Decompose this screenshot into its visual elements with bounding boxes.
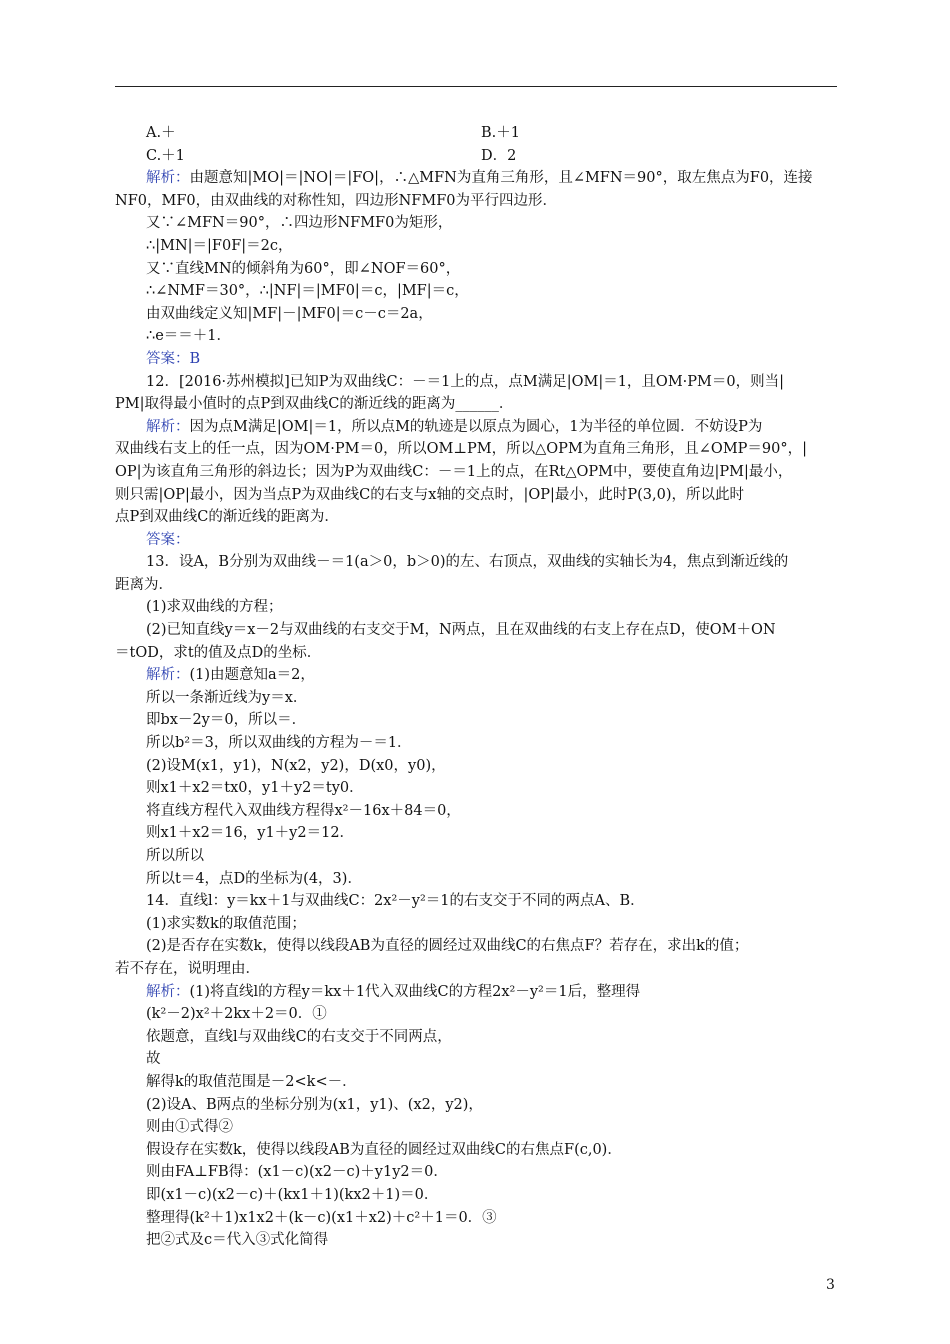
choice-b: B.＋1	[481, 125, 520, 141]
q13-solution-line: 将直线方程代入双曲线方程得x²－16x＋84＝0，	[146, 802, 461, 819]
q13-stem: 13．设A，B分别为双曲线－＝1(a＞0，b＞0)的左、右顶点，双曲线的实轴长为4，焦点到渐近线的	[146, 554, 789, 571]
q14-stem: 14．直线l：y＝kx＋1与双曲线C：2x²－y²＝1的右支交于不同的两点A、B．	[146, 893, 645, 910]
q13-stem: (2)已知直线y＝x－2与双曲线的右支交于M，N两点，且在双曲线的右支上存在点D，使OM＋ON	[146, 622, 776, 639]
q14-stem: (1)求实数k的取值范围；	[146, 915, 306, 932]
q14-solution-line: (k²－2)x²＋2kx＋2＝0．①	[146, 1006, 327, 1023]
jiexi-label: 解析：	[146, 667, 190, 684]
jiexi-label: 解析：	[146, 418, 190, 435]
q14-solution-line: 依题意，直线l与双曲线C的右支交于不同两点，	[146, 1028, 452, 1045]
q14-solution-line: 解析：(1)将直线l的方程y＝kx＋1代入双曲线C的方程2x²－y²＝1后，整理得	[146, 983, 641, 1000]
q13-solution-line: 所以t＝4，点D的坐标为(4，3)．	[146, 870, 362, 887]
q11-solution-line: ∴|MN|＝|F0F|＝2c，	[146, 237, 293, 254]
q13-solution-line: 所以所以	[146, 848, 204, 864]
choice-c: C.＋1	[146, 147, 185, 164]
q11-solution-line: 又∵∠MFN＝90°，∴四边形NFMF0为矩形，	[146, 215, 453, 232]
q14-solution-line: 假设存在实数k，使得以线段AB为直径的圆经过双曲线C的右焦点F(c,0)．	[146, 1141, 622, 1158]
q11-solution-line: 解析：由题意知|MO|＝|NO|＝|FO|，∴△MFN为直角三角形，且∠MFN＝90°，取左焦点为F0，连接	[146, 170, 813, 187]
header-rule	[115, 86, 837, 87]
q13-stem: ＝tOD，求t的值及点D的坐标．	[115, 644, 322, 661]
q14-solution-line: 整理得(k²＋1)x1x2＋(k－c)(x1＋x2)＋c²＋1＝0．③	[146, 1209, 497, 1226]
q12-stem: 12．[2016·苏州模拟]已知P为双曲线C：－＝1上的点，点M满足|OM|＝1，且OM·PM＝0，则当|	[146, 373, 784, 390]
q13-solution-line: 即bx－2y＝0，所以＝．	[146, 712, 307, 729]
q11-solution-line: 由双曲线定义知|MF|－|MF0|＝c－c＝2a，	[146, 305, 433, 322]
q13-solution-line: 则x1＋x2＝16，y1＋y2＝12．	[146, 825, 355, 842]
q12-solution-line: 点P到双曲线C的渐近线的距离为．	[115, 509, 339, 526]
q12-solution-line: 则只需|OP|最小，因为当点P为双曲线C的右支与x轴的交点时，|OP|最小，此时P(3,0)，所以此时	[115, 486, 744, 503]
q14-solution-line: 把②式及c＝代入③式化简得	[146, 1232, 329, 1249]
q13-solution-line: 所以b²＝3，所以双曲线的方程为－＝1．	[146, 735, 412, 752]
q13-solution-line: 所以一条渐近线为y＝x．	[146, 689, 308, 706]
q13-solution-line: 解析：(1)由题意知a＝2，	[146, 667, 315, 684]
q13-solution-line: (2)设M(x1，y1)，N(x2，y2)，D(x0，y0)，	[146, 757, 446, 774]
q14-solution-line: 则由FA⊥FB得：(x1－c)(x2－c)＋y1y2＝0．	[146, 1164, 448, 1181]
q14-solution-line: (2)设A、B两点的坐标分别为(x1，y1)、(x2，y2)，	[146, 1096, 483, 1113]
q14-stem: (2)是否存在实数k，使得以线段AB为直径的圆经过双曲线C的右焦点F？若存在，求出k的值；	[146, 938, 749, 955]
q12-solution-line: OP|为该直角三角形的斜边长；因为P为双曲线C：－＝1上的点，在Rt△OPM中，要使直角边|PM|最小，	[115, 463, 793, 480]
q11-answer: 答案：B	[146, 350, 201, 367]
q12-stem: PM|取得最小值时的点P到双曲线C的渐近线的距离为______．	[115, 396, 514, 413]
q11-solution-line: ∴e＝＝＋1．	[146, 328, 232, 345]
q13-stem: (1)求双曲线的方程；	[146, 599, 283, 616]
jiexi-label: 解析：	[146, 170, 190, 187]
choices-row-1	[115, 122, 839, 145]
q12-solution-line: 双曲线右支上的任一点，因为OM·PM＝0，所以OM⊥PM，所以△OPM为直角三角形，且∠OMP＝90°，|	[115, 441, 808, 458]
q12-answer: 答案：	[146, 531, 190, 548]
jiexi-label: 解析：	[146, 983, 190, 1000]
choice-d: D．2	[481, 147, 517, 164]
q11-solution-line: 又∵直线MN的倾斜角为60°，即∠NOF＝60°，	[146, 260, 461, 277]
q13-stem: 距离为．	[115, 576, 173, 593]
choices-row-2	[115, 145, 839, 168]
choice-a: A.＋	[146, 125, 176, 141]
q14-solution-line: 则由①式得②	[146, 1119, 233, 1136]
q14-solution-line: 解得k的取值范围是－2<k<－．	[146, 1073, 357, 1090]
q12-solution-line: 解析：因为点M满足|OM|＝1，所以点M的轨迹是以原点为圆心，1为半径的单位圆．不妨设P为	[146, 418, 763, 435]
page-number: 3	[826, 1277, 835, 1293]
q14-solution-line: 故	[146, 1051, 161, 1068]
page-body	[115, 122, 839, 1252]
q14-solution-line: 即(x1－c)(x2－c)＋(kx1＋1)(kx2＋1)＝0．	[146, 1186, 439, 1203]
q11-solution-line: ∴∠NMF＝30°，∴|NF|＝|MF0|＝c，|MF|＝c，	[146, 283, 469, 300]
q14-stem: 若不存在，说明理由．	[115, 960, 260, 977]
q11-solution-line: NF0，MF0，由双曲线的对称性知，四边形NFMF0为平行四边形．	[115, 192, 557, 209]
q13-solution-line: 则x1＋x2＝tx0，y1＋y2＝ty0．	[146, 780, 364, 797]
